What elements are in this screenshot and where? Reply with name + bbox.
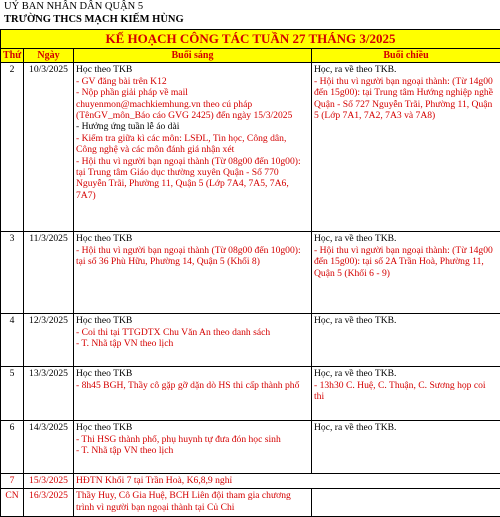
table-row (1, 474, 500, 489)
plan-title: KẾ HOẠCH CÔNG TÁC TUẦN 27 THÁNG 3/2025 (1, 30, 500, 49)
morning-item: - Hưởng ứng tuần lễ áo dài (76, 121, 309, 132)
column-header-row (1, 49, 500, 63)
fullday-item: HĐTN Khối 7 tại Trần Hoà, K6,8,9 nghỉ (76, 475, 498, 486)
morning-title: Học theo TKB (76, 422, 309, 433)
col-header-sang: Buổi sáng (74, 49, 312, 63)
morning-item: - Hội thu vì người bạn ngoại thành (Từ 08g00 đến 10g00): tại số 36 Phù Hữu, Phường 14, Quận 5 (Khối 8) (76, 245, 309, 268)
morning-item: - T. Nhã tập VN theo lịch (76, 338, 309, 349)
morning-cell (74, 421, 312, 474)
date-cell: 10/3/2025 (24, 63, 74, 232)
table-row (1, 421, 500, 474)
date-cell: 12/3/2025 (24, 314, 74, 367)
table-row (1, 367, 500, 421)
morning-title: Học theo TKB (76, 368, 309, 379)
morning-cell (74, 367, 312, 421)
weekly-plan-table (0, 29, 500, 517)
fullday-item: Thầy Huy, Cô Gia Huệ, BCH Liên đội tham gia chương trình vì người bạn ngoại thành tại Củ Chi (76, 490, 309, 513)
day-of-week: 3 (1, 232, 24, 314)
afternoon-title: Học, ra về theo TKB. (314, 64, 498, 75)
date-cell: 14/3/2025 (24, 421, 74, 474)
afternoon-item: - Hội thu vì người bạn ngoại thành: (Từ 14g00 đến 15g00): tại số 2A Trần Hoà, Phường 11, Quận 5 (Khối 6 - 9) (314, 245, 498, 279)
school-name: TRƯỜNG THCS MẠCH KIẾM HÙNG (4, 14, 184, 26)
date-cell: 16/3/2025 (24, 489, 74, 517)
day-of-week: 2 (1, 63, 24, 232)
table-row (1, 314, 500, 367)
morning-cell (74, 232, 312, 314)
org-name-line1: UỶ BAN NHÂN DÂN QUẬN 5 (4, 1, 143, 13)
afternoon-title: Học, ra về theo TKB. (314, 233, 498, 244)
afternoon-cell (312, 314, 500, 367)
day-of-week: 4 (1, 314, 24, 367)
afternoon-cell (312, 232, 500, 314)
title-row (1, 30, 500, 49)
date-cell: 15/3/2025 (24, 474, 74, 489)
col-header-chieu: Buổi chiều (312, 49, 500, 63)
afternoon-title: Học, ra về theo TKB. (314, 422, 498, 433)
col-header-ngay: Ngày (24, 49, 74, 63)
col-header-thu: Thứ (1, 49, 24, 63)
day-of-week: 5 (1, 367, 24, 421)
date-cell: 13/3/2025 (24, 367, 74, 421)
afternoon-item: - 13h30 C. Huệ, C. Thuận, C. Sương họp coi thi (314, 380, 498, 403)
morning-title: Học theo TKB (76, 315, 309, 326)
morning-item: - Nộp phần giải pháp về mail chuyenmon@machkiemhung.vn theo cú pháp (TênGV_môn_Báo cáo GVG 2425) đến ngày 15/3/2025 (76, 87, 309, 121)
afternoon-title: Học, ra về theo TKB. (314, 315, 498, 326)
afternoon-item: - Hội thu vì người bạn ngoại thành: (Từ 14g00 đến 15g00): tại Trung tâm Hướng nghiệp nghề Quận - Số 727 Nguyễn Trãi, Phường 11, Quận 5 (Lớp 7A1, 7A2, 7A3 và 7A8) (314, 76, 498, 122)
table-row (1, 63, 500, 232)
afternoon-cell (312, 63, 500, 232)
table-row (1, 232, 500, 314)
day-of-week: 7 (1, 474, 24, 489)
date-cell: 11/3/2025 (24, 232, 74, 314)
morning-item: - Coi thi tại TTGDTX Chu Văn An theo danh sách (76, 327, 309, 338)
morning-item: - Kiểm tra giữa kì các môn: LSĐL, Tin học, Công dân, Công nghệ và các môn đánh giá nhận xét (76, 133, 309, 156)
fullday-cell (74, 474, 500, 489)
morning-cell (74, 314, 312, 367)
morning-item: - Hội thu vì người bạn ngoại thành (Từ 08g00 đến 10g00): tại Trung tâm Giáo dục thường xuyên Quận - Số 770 Nguyễn Trãi, Phường 11, Quận 5 (Lớp 7A4, 7A5, 7A6, 7A7) (76, 156, 309, 202)
morning-item: - T. Nhã tập VN theo lịch (76, 445, 309, 456)
day-of-week: 6 (1, 421, 24, 474)
morning-item: - GV đăng bài trên K12 (76, 76, 309, 87)
fullday-cell (74, 489, 312, 517)
day-of-week: CN (1, 489, 24, 517)
afternoon-cell (312, 489, 500, 517)
morning-item: - Thi HSG thành phố, phụ huynh tự đưa đón học sinh (76, 434, 309, 445)
afternoon-cell (312, 367, 500, 421)
morning-item: - 8h45 BGH, Thầy cô gặp gỡ dặn dò HS thi cấp thành phố (76, 380, 309, 391)
table-row (1, 489, 500, 517)
afternoon-cell (312, 421, 500, 474)
morning-title: Học theo TKB (76, 233, 309, 244)
morning-title: Học theo TKB (76, 64, 309, 75)
afternoon-title: Học, ra về theo TKB. (314, 368, 498, 379)
morning-cell (74, 63, 312, 232)
